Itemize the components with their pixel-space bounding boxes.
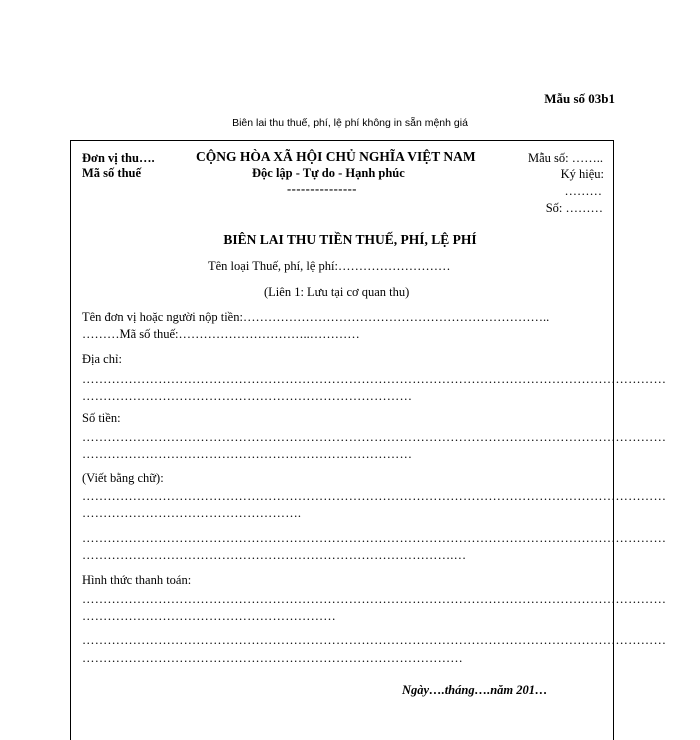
tax-code-label: Mã số thuế [82,166,142,180]
symbol-label: Ký hiệu: [560,167,604,181]
amount-label: Số tiền: [82,411,121,425]
payment-dots-line-1: ………………………………………………………………………………………………………………………… [82,592,667,606]
payment-dots-line-4: ……………………………………………………………………………… [82,651,463,665]
amount-dots-line-1: ………………………………………………………………………………………………………………………… [82,430,667,444]
motto-divider: --------------- [287,182,357,196]
document-subtitle: Biên lai thu thuế, phí, lệ phí không in sẵn mệnh giá [232,117,468,129]
words-dots-line-4: …………………………………………………………………………….… [82,548,467,562]
payment-dots-line-3: ………………………………………………………………………………………………………………………… [82,633,667,647]
national-motto: Độc lập - Tự do - Hạnh phúc [252,166,405,180]
address-label: Địa chỉ: [82,352,122,366]
address-dots-line-2: …………………………………………………………………… [82,389,413,403]
address-dots-line-1: ………………………………………………………………………………………………………………………… [82,372,667,386]
words-dots-line-3: ………………………………………………………………………………………………………………………… [82,531,667,545]
copy-note: (Liên 1: Lưu tại cơ quan thu) [264,285,410,299]
payment-dots-line-2: …………………………………………………… [82,609,336,623]
payer-tax-code-field: ………Mã số thuế:…………………………..………… [82,327,360,341]
words-dots-line-2: ……………………………………………. [82,506,302,520]
form-code: Mẫu số 03b1 [544,91,615,106]
date-line: Ngày….tháng….năm 201… [402,683,548,697]
payer-name-field: Tên đơn vị hoặc người nộp tiền:……………………………………………………………….. [82,310,550,324]
collecting-unit-label: Đơn vị thu…. [82,151,155,165]
amount-in-words-label: (Viết bằng chữ): [82,471,164,485]
words-dots-line-1: ………………………………………………………………………………………………………………………… [82,489,667,503]
country-name: CỘNG HÒA XÃ HỘI CHỦ NGHĨA VIỆT NAM [196,149,476,164]
form-number-field: Mẫu số: …….. [528,151,603,165]
receipt-title: BIÊN LAI THU TIỀN THUẾ, PHÍ, LỆ PHÍ [223,232,477,247]
payment-method-label: Hình thức thanh toán: [82,573,192,587]
symbol-dots: ……… [564,184,602,198]
amount-dots-line-2: …………………………………………………………………… [82,447,413,461]
serial-number-field: Số: ……… [545,201,603,215]
fee-type-field: Tên loại Thuế, phí, lệ phí:……………………… [208,259,451,273]
